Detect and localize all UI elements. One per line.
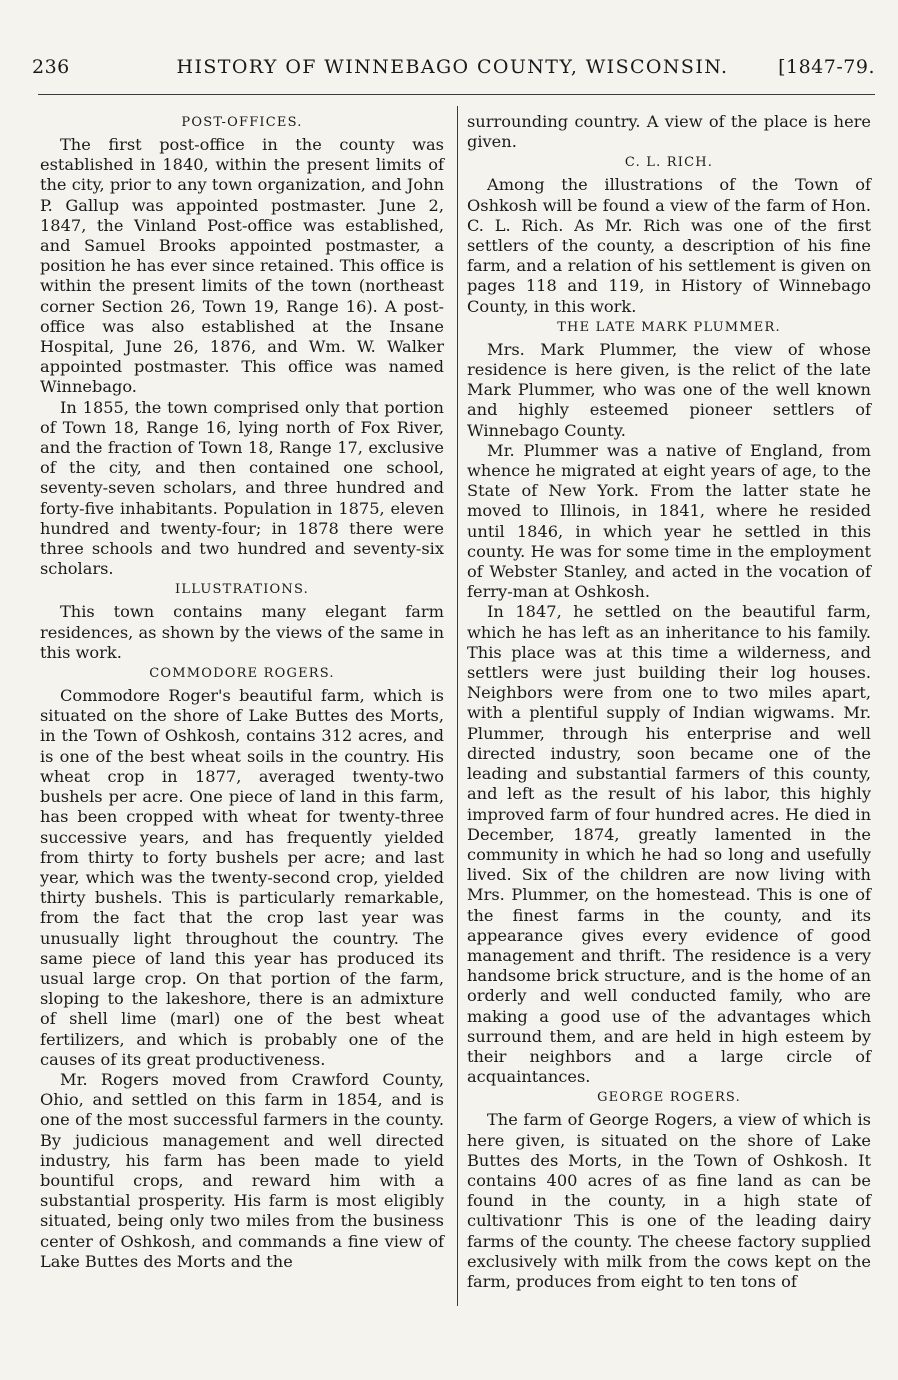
paragraph: The farm of George Rogers, a view of which is here given, is situated on the shore of Lake Buttes des Morts, in the Town of Oshkosh. It contains 400 acres of as fine land as can be found in the county, in a high state of cultivationr This is one of the leading dairy farms of the county. The cheese factory supplied exclusively with milk from the cows kept on the farm, produces from eight to ten tons of: [467, 1110, 871, 1291]
section-heading-post-offices: POST-OFFICES.: [181, 115, 303, 130]
paragraph: In 1847, he settled on the beautiful farm, which he has left as an inheritance to his family. This place was at this time a wilderness, and settlers were just building their log houses. Neighbors were from one to two miles apart, with a plentiful supply of Indian wigwams. Mr. Plummer, through his enterprise and well directed industry, soon became one of the leading and substantial farmers of this county, and left as the result of his labor, this highly improved farm of four hundred acres. He died in December, 1874, greatly lamented in the community in which he had so long and usefully lived. Six of the children are now living with Mrs. Plummer, on the homestead. This is one of the finest farms in the county, and its appearance gives every evidence of good management and thrift. The residence is a very handsome brick structure, and is the home of an orderly and well conducted family, who are making a good use of the advantages which surround them, and are held in high esteem by their neighbors and a large circle of acquaintances.: [467, 602, 871, 1087]
section-heading-cl-rich: C. L. RICH.: [624, 155, 714, 171]
section-heading-illustrations: ILLUSTRATIONS.: [175, 582, 309, 598]
running-title: HISTORY OF WINNEBAGO COUNTY, WISCONSIN.: [176, 56, 729, 78]
left-column: [40, 112, 444, 1272]
right-column: [467, 112, 871, 1292]
paragraph: In 1855, the town comprised only that portion of Town 18, Range 16, lying north of Fox River, and the fraction of Town 18, Range 17, exclusive of the city, and then contained one school, seventy-seven scholars, and three hundred and forty-five inhabitants. Population in 1875, eleven hundred and twenty-four; in 1878 there were three schools and two hundred and seventy-six scholars.: [40, 397, 444, 579]
date-range: [1847-79.: [778, 56, 875, 78]
paragraph: This town contains many elegant farm residences, as shown by the views of the same in this work.: [40, 602, 444, 662]
column-divider: [457, 106, 458, 1306]
page-header: [30, 56, 875, 86]
section-heading-commodore-rogers: COMMODORE ROGERS.: [149, 666, 335, 682]
paragraph: Mr. Plummer was a native of England, from whence he migrated at eight years of age, to the State of New York. From the latter state he moved to Illinois, in 1841, where he resided until 1846, in which year he settled in this county. He was for some time in the employment of Webster Stanley, and acted in the vocation of ferry-man at Oshkosh.: [467, 440, 871, 602]
paragraph-continuation: surrounding country. A view of the place is here given.: [467, 112, 871, 152]
section-heading-mark-plummer: THE LATE MARK PLUMMER.: [557, 319, 781, 335]
paragraph: Among the illustrations of the Town of Oshkosh will be found a view of the farm of Hon. C. L. Rich. As Mr. Rich was one of the first settlers of the county, a description of his fine farm, and a relation of his settlement is given on pages 118 and 119, in History of Winnebago County, in this work.: [467, 175, 871, 316]
section-heading-george-rogers: GEORGE ROGERS.: [597, 1090, 741, 1106]
paragraph: Mrs. Mark Plummer, the view of whose residence is here given, is the relict of the late Mark Plummer, who was one of the well known and highly esteemed pioneer settlers of Winnebago County.: [467, 339, 871, 440]
page-number: 236: [32, 56, 70, 78]
paragraph: The first post-office in the county was established in 1840, within the present limits of the city, prior to any town organization, and John P. Gallup was appointed postmaster. June 2, 1847, the Vinland Post-office was established, and Samuel Brooks appointed postmaster, a position he has ever since retained. This office is within the present limits of the town (northeast corner Section 26, Town 19, Range 16). A post-office was also established at the Insane Hospital, June 26, 1876, and Wm. W. Walker appointed postmaster. This office was named Winnebago.: [40, 135, 444, 397]
header-rule: [38, 94, 875, 95]
paragraph: Mr. Rogers moved from Crawford County, Ohio, and settled on this farm in 1854, and is one of the most successful farmers in the county. By judicious management and well directed industry, his farm has been made to yield bountiful crops, and reward him with a substantial prosperity. His farm is most eligibly situated, being only two miles from the business center of Oshkosh, and commands a fine view of Lake Buttes des Morts and the: [40, 1069, 444, 1271]
paragraph: Commodore Roger's beautiful farm, which is situated on the shore of Lake Buttes des Morts, in the Town of Oshkosh, contains 312 acres, and is one of the best wheat soils in the country. His wheat crop in 1877, averaged twenty-two bushels per acre. One piece of land in this farm, has been cropped with wheat for twenty-three successive years, and has frequently yielded from thirty to forty bushels per acre; and last year, which was the twenty-second crop, yielded thirty bushels. This is particularly remarkable, from the fact that the crop last year was unusually light throughout the country. The same piece of land this year has produced its usual large crop. On that portion of the farm, sloping to the lakeshore, there is an admixture of shell lime (marl) one of the best wheat fertilizers, and which is probably one of the causes of its great productiveness.: [40, 686, 444, 1069]
